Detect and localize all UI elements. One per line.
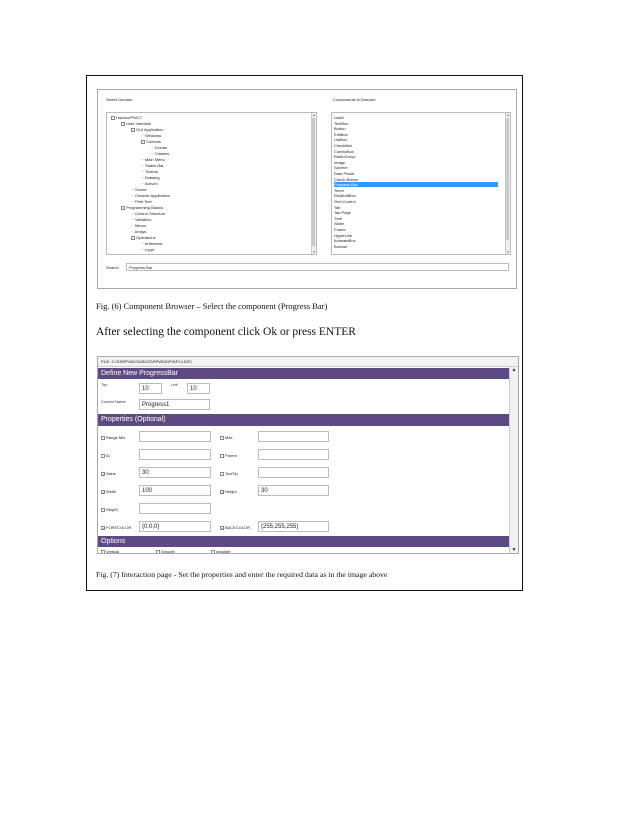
scroll-down-arrow-icon[interactable]: ▼	[511, 547, 517, 553]
smooth-check-box[interactable]	[156, 550, 160, 554]
tree-node[interactable]	[141, 175, 160, 180]
components-list[interactable]	[331, 112, 511, 255]
tree-node-label: Control Structure	[134, 211, 166, 216]
figure-caption-7: Fig. (7) Interaction page - Set the properties and enter the required data as in the image above	[96, 570, 388, 579]
tree-node[interactable]	[121, 121, 151, 126]
parent-input[interactable]	[258, 449, 329, 460]
component-browser-screenshot	[97, 89, 517, 289]
file-path-bar: FILE: C:\SSRP\WDOUBLES\RPWINDP\DP14.IDF)	[98, 357, 518, 367]
max-check-box[interactable]	[220, 436, 224, 440]
component-list-item[interactable]: CheckBox	[334, 143, 353, 148]
tree-connector-icon: ─	[141, 181, 145, 186]
tree-node-label: Toolbar	[144, 169, 158, 174]
component-list-item[interactable]: RichEditBox	[334, 193, 356, 199]
collapse-toggle-icon[interactable]: -	[122, 205, 124, 210]
width-checkbox[interactable]	[101, 489, 116, 494]
scroll-up-arrow-icon[interactable]: ▲	[511, 367, 517, 373]
tree-connector-icon: ─	[141, 247, 145, 252]
tree-node[interactable]	[151, 145, 167, 150]
tree-node-label: HarbourPWCT	[116, 115, 143, 120]
scroll-up-arrow-icon[interactable]: ▲	[312, 113, 316, 117]
tree-node-label: Sound	[134, 187, 147, 192]
page-scrollbar[interactable]	[509, 367, 518, 553]
component-list-item[interactable]: ListBox	[334, 137, 348, 143]
tree-node[interactable]	[141, 133, 161, 138]
tree-node[interactable]	[131, 223, 146, 228]
tree-node-label: Arithmetic	[144, 241, 163, 246]
tree-node-label: Variables	[134, 217, 152, 222]
tooltip-label: ToolTip	[225, 471, 238, 476]
tree-node[interactable]	[111, 115, 142, 120]
collapse-toggle-icon[interactable]: -	[132, 235, 134, 240]
tree-node[interactable]	[131, 127, 164, 132]
tree-connector-icon: ─	[141, 169, 145, 174]
tree-node[interactable]	[141, 169, 158, 174]
helpid-input[interactable]	[139, 503, 211, 514]
component-list-item[interactable]: Progress Bar	[334, 182, 498, 187]
component-list-item[interactable]: Tree	[334, 215, 343, 221]
tree-connector-icon: ─	[151, 145, 155, 150]
scroll-thumb[interactable]	[506, 118, 509, 240]
tree-connector-icon: ─	[131, 193, 135, 198]
search-input[interactable]: Progress Bar	[126, 263, 509, 271]
tree-node[interactable]	[141, 163, 164, 168]
helpid-checkbox[interactable]	[101, 507, 118, 512]
component-list-item[interactable]: RadioGroup	[334, 154, 356, 160]
tree-connector-icon: ─	[131, 211, 135, 216]
tree-node[interactable]	[131, 199, 152, 204]
define-section-header: Define New ProgressBar	[98, 368, 509, 379]
instruction-text: After selecting the component click Ok or press ENTER	[96, 326, 356, 338]
collapse-toggle-icon[interactable]: -	[142, 139, 144, 144]
tree-node-label: Operations	[136, 235, 156, 240]
tree-connector-icon: ─	[131, 187, 135, 192]
backcolor-checkbox[interactable]	[220, 525, 250, 530]
tree-node[interactable]	[151, 151, 169, 156]
component-list-item[interactable]: Spinner	[334, 165, 348, 171]
tree-node[interactable]	[131, 217, 151, 222]
width-check-box[interactable]: ✓	[102, 489, 106, 495]
id-input[interactable]	[139, 449, 211, 460]
range-min-check-box[interactable]	[101, 436, 105, 440]
forecolor-input[interactable]: {0,0,0}	[139, 521, 211, 532]
tooltip-check-box[interactable]	[220, 472, 224, 476]
component-list-item[interactable]: Image	[334, 159, 346, 165]
tree-node-label: Logic	[144, 247, 155, 252]
parent-label: Parent	[225, 453, 237, 458]
tree-node[interactable]	[131, 193, 170, 198]
tree-node-label: Main Menu	[144, 157, 165, 162]
left-input[interactable]: 10	[187, 383, 210, 394]
component-list-item[interactable]: Button	[334, 126, 346, 132]
tree-scrollbar[interactable]	[311, 113, 316, 254]
component-list-item[interactable]: Browse	[334, 243, 348, 249]
tree-node[interactable]	[141, 241, 163, 246]
helpid-check-box[interactable]	[101, 508, 105, 512]
invisible-check-box[interactable]	[211, 550, 215, 554]
component-list-item[interactable]: TextBox	[334, 120, 349, 126]
component-list-item[interactable]: Tab	[334, 204, 341, 210]
tree-connector-icon: ─	[131, 223, 135, 228]
tree-connector-icon: ─	[151, 151, 155, 156]
tree-node-label: Activex	[144, 181, 158, 186]
component-list-item[interactable]: Grid Control	[334, 199, 356, 204]
search-label: Search	[106, 265, 119, 270]
figure-caption-6: Fig. (6) Component Browser – Select the component (Progress Bar)	[96, 301, 328, 311]
tree-connector-icon: ─	[131, 199, 135, 204]
page-frame	[86, 75, 523, 591]
control-name-input[interactable]: Progress1	[139, 399, 210, 410]
components-scrollbar[interactable]	[505, 113, 510, 254]
smooth-label: Smooth	[161, 549, 175, 554]
tree-node-label: User Interface	[126, 121, 152, 126]
tree-node-label: Console Application	[134, 193, 171, 198]
tree-connector-icon: ─	[141, 163, 145, 168]
component-list-item[interactable]: Check Button	[334, 176, 359, 182]
tree-node[interactable]	[121, 205, 163, 210]
tree-node[interactable]	[141, 181, 158, 186]
smooth-option[interactable]	[156, 549, 175, 554]
backcolor-label: BACKCOLOR	[225, 525, 251, 530]
search-row	[106, 263, 509, 272]
domain-tree[interactable]	[106, 112, 317, 255]
options-section-header: Options	[98, 536, 509, 547]
tree-node[interactable]	[131, 229, 146, 234]
height-checkbox[interactable]	[220, 489, 237, 494]
tree-connector-icon: ─	[141, 133, 145, 138]
collapse-toggle-icon[interactable]: -	[112, 115, 114, 120]
id-check-box[interactable]	[101, 454, 105, 458]
scroll-thumb[interactable]	[312, 118, 315, 246]
backcolor-check-box[interactable]: ✓	[221, 525, 225, 531]
id-checkbox[interactable]	[101, 453, 110, 458]
tree-node[interactable]	[141, 157, 165, 162]
max-input[interactable]	[258, 431, 329, 442]
tree-node-label: Windows	[144, 133, 162, 138]
scroll-down-arrow-icon[interactable]: ▼	[312, 250, 316, 254]
range-min-input[interactable]	[139, 431, 211, 442]
tree-node-label: Controls	[146, 139, 161, 144]
vertical-option[interactable]	[101, 549, 119, 554]
vertical-label: Vertical	[106, 549, 120, 554]
id-label: ID	[106, 453, 110, 458]
top-input[interactable]: 10	[139, 383, 162, 394]
component-list-item[interactable]: Timer	[334, 187, 345, 193]
tree-node-label: Status Bar	[144, 163, 164, 168]
scroll-down-arrow-icon[interactable]: ▼	[506, 250, 510, 254]
tree-connector-icon: ─	[141, 241, 145, 246]
top-label: Top	[101, 382, 108, 387]
tree-connector-icon: ─	[141, 175, 145, 180]
helpid-label: HelpID	[106, 507, 119, 512]
tree-node[interactable]	[131, 211, 165, 216]
value-label: Value	[106, 471, 116, 476]
tree-connector-icon: ─	[131, 229, 135, 234]
tree-node[interactable]	[131, 235, 156, 240]
tree-node-label: GUI Application	[136, 127, 164, 132]
tree-node-label: Memo	[134, 223, 147, 228]
component-list-item[interactable]: HyperLink	[334, 232, 353, 238]
interaction-page-screenshot	[97, 356, 519, 554]
properties-section-header: Properties (Optional)	[98, 414, 509, 426]
tree-node-label: Events	[154, 145, 168, 150]
max-checkbox[interactable]	[220, 435, 233, 440]
value-input[interactable]: 30	[139, 467, 211, 478]
tree-node-label: Print Text	[134, 199, 152, 204]
tree-node[interactable]	[131, 187, 147, 192]
tree-node-label: Classes	[154, 151, 170, 156]
component-list-item[interactable]: Date Picker	[334, 171, 355, 176]
width-label: Width	[106, 489, 117, 494]
parent-check-box[interactable]	[220, 454, 224, 458]
height-label: Height	[225, 489, 237, 494]
components-in-domain-label: Components in Domain:	[333, 97, 376, 102]
range-min-label: Range Min	[106, 435, 126, 440]
left-label: Left	[171, 382, 178, 387]
vertical-check-box[interactable]	[101, 550, 105, 554]
component-list-item[interactable]: Frame	[334, 227, 346, 232]
tree-connector-icon: ─	[131, 217, 135, 222]
select-domain-label: Select Domain:	[106, 97, 134, 102]
component-list-item[interactable]: AnimateBox	[334, 238, 356, 244]
tree-node-label: Drawing	[144, 175, 160, 180]
width-input[interactable]: 100	[139, 485, 211, 496]
height-check-box[interactable]: ✓	[221, 489, 225, 495]
value-check-box[interactable]: ✓	[102, 471, 106, 477]
tooltip-input[interactable]	[258, 467, 329, 478]
invisible-option[interactable]	[211, 549, 230, 554]
backcolor-input[interactable]: {255,255,255}	[258, 521, 329, 532]
forecolor-label: FORECOLOR	[106, 525, 132, 530]
value-checkbox[interactable]	[101, 471, 116, 476]
collapse-toggle-icon[interactable]: -	[122, 121, 124, 126]
tree-node[interactable]	[141, 139, 161, 144]
forecolor-check-box[interactable]: ✓	[102, 525, 106, 531]
range-min-checkbox[interactable]	[101, 435, 125, 440]
collapse-toggle-icon[interactable]: -	[132, 127, 134, 132]
tree-connector-icon: ─	[141, 157, 145, 162]
component-list-item[interactable]: Slider	[334, 221, 345, 227]
component-list-item[interactable]: Label	[334, 115, 344, 120]
height-input[interactable]: 30	[258, 485, 329, 496]
component-list-item[interactable]: Tab Page	[334, 210, 351, 216]
max-label: Max	[225, 435, 233, 440]
control-name-label: Control Name	[101, 399, 126, 404]
scroll-up-arrow-icon[interactable]: ▲	[506, 113, 510, 117]
tree-node[interactable]	[141, 247, 155, 252]
invisible-label: Invisible	[216, 549, 231, 554]
component-list-item[interactable]: ComboBox	[334, 148, 354, 154]
tooltip-checkbox[interactable]	[220, 471, 238, 476]
forecolor-checkbox[interactable]	[101, 525, 131, 530]
component-list-item[interactable]: EditBox	[334, 131, 348, 137]
parent-checkbox[interactable]	[220, 453, 237, 458]
tree-node-label: Arrays	[134, 229, 147, 234]
tree-node-label: Programming Basics	[126, 205, 163, 210]
